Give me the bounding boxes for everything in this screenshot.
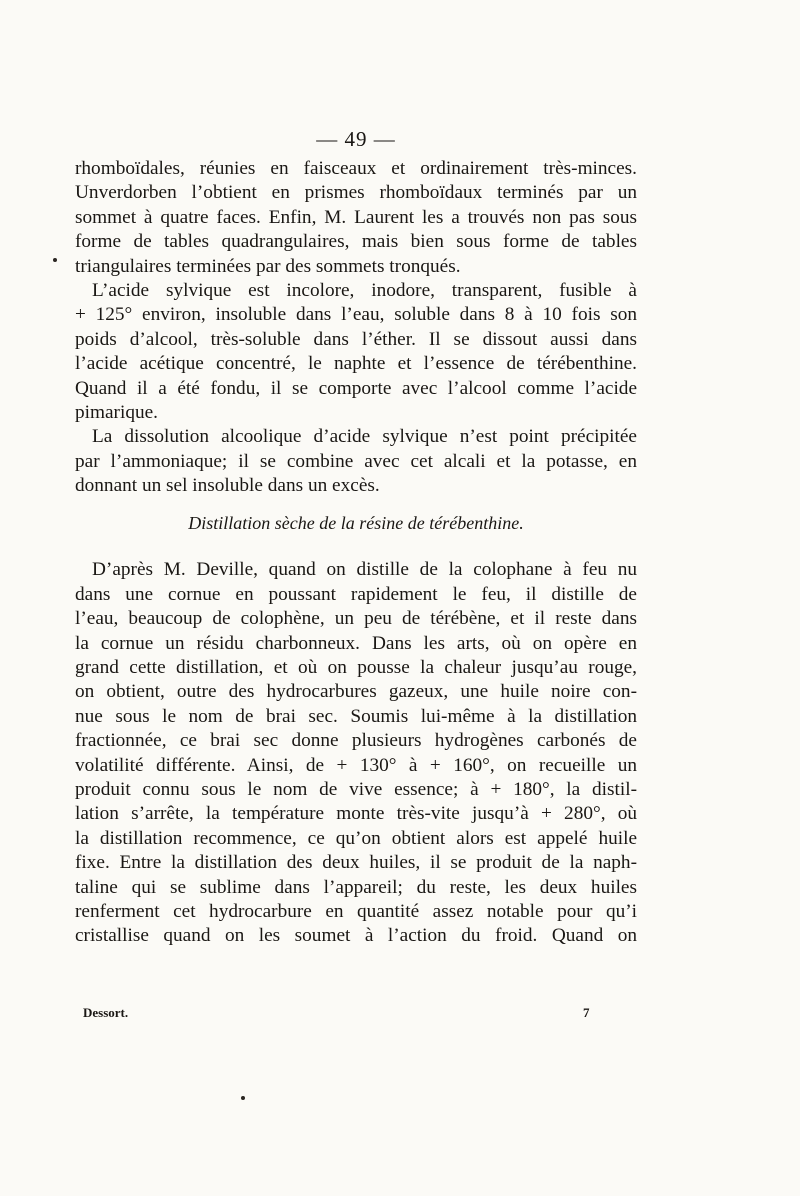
text-line: produit connu sous le nom de vive essence; à + 180°, la distil- — [75, 778, 637, 800]
text-line: Quand il a été fondu, il se comporte avec l’alcool comme l’acide — [75, 377, 637, 399]
ink-speck — [241, 1096, 245, 1100]
text-line: + 125° environ, insoluble dans l’eau, soluble dans 8 à 10 fois son — [75, 304, 637, 326]
text-line: la cornue un résidu charbonneux. Dans les arts, où on opère en — [75, 632, 637, 654]
text-line: triangulaires terminées par des sommets tronqués. — [75, 255, 461, 277]
section-heading: Distillation sèche de la résine de térébenthine. — [188, 513, 524, 534]
text-line: pimarique. — [75, 401, 158, 423]
text-line: D’après M. Deville, quand on distille de la colophane à feu nu — [92, 559, 637, 581]
text-line: dans une cornue en poussant rapidement le feu, il distille de — [75, 583, 637, 605]
footer-signature: Dessort. — [83, 1005, 129, 1020]
text-line: la distillation recommence, ce qu’on obtient alors est appelé huile — [75, 827, 637, 849]
text-line: L’acide sylvique est incolore, inodore, transparent, fusible à — [92, 279, 637, 301]
ink-speck — [53, 258, 57, 262]
text-line: par l’ammoniaque; il se combine avec cet alcali et la potasse, en — [75, 450, 637, 472]
text-line: nue sous le nom de brai sec. Soumis lui-même à la distillation — [75, 705, 637, 727]
text-line: fractionnée, ce brai sec donne plusieurs hydrogènes carbonés de — [75, 730, 637, 752]
text-line: Unverdorben l’obtient en prismes rhomboïdaux terminés par un — [75, 182, 637, 204]
text-line: cristallise quand on les soumet à l’action du froid. Quand on — [75, 925, 637, 947]
text-line: renferment cet hydrocarbure en quantité assez notable pour qu’i — [75, 900, 637, 922]
text-line: forme de tables quadrangulaires, mais bien sous forme de tables — [75, 231, 637, 253]
text-line: fixe. Entre la distillation des deux huiles, il se produit de la naph- — [75, 852, 637, 874]
text-line: rhomboïdales, réunies en faisceaux et ordinairement très-minces. — [75, 158, 637, 179]
text-line: La dissolution alcoolique d’acide sylvique n’est point précipitée — [92, 426, 637, 448]
text-line: lation s’arrête, la température monte très-vite jusqu’à + 280°, où — [75, 803, 637, 825]
text-line: sommet à quatre faces. Enfin, M. Laurent les a trouvés non pas sous — [75, 206, 637, 228]
text-line: taline qui se sublime dans l’appareil; du reste, les deux huiles — [75, 876, 637, 898]
text-line: l’acide acétique concentré, le naphte et l’essence de térébenthine. — [75, 353, 637, 375]
body-text — [75, 157, 637, 949]
page-number: — 49 — — [316, 127, 396, 151]
footer-sheet-number: 7 — [583, 1005, 590, 1020]
text-line: grand cette distillation, et où on pousse la chaleur jusqu’au rouge, — [75, 657, 637, 679]
text-line: l’eau, beaucoup de colophène, un peu de térébène, et il reste dans — [75, 608, 637, 630]
text-line: volatilité différente. Ainsi, de + 130° à + 160°, on recueille un — [75, 754, 637, 776]
text-line: on obtient, outre des hydrocarbures gazeux, une huile noire con- — [75, 681, 637, 703]
text-line: poids d’alcool, très-soluble dans l’éther. Il se dissout aussi dans — [75, 328, 637, 350]
text-line: donnant un sel insoluble dans un excès. — [75, 475, 380, 497]
